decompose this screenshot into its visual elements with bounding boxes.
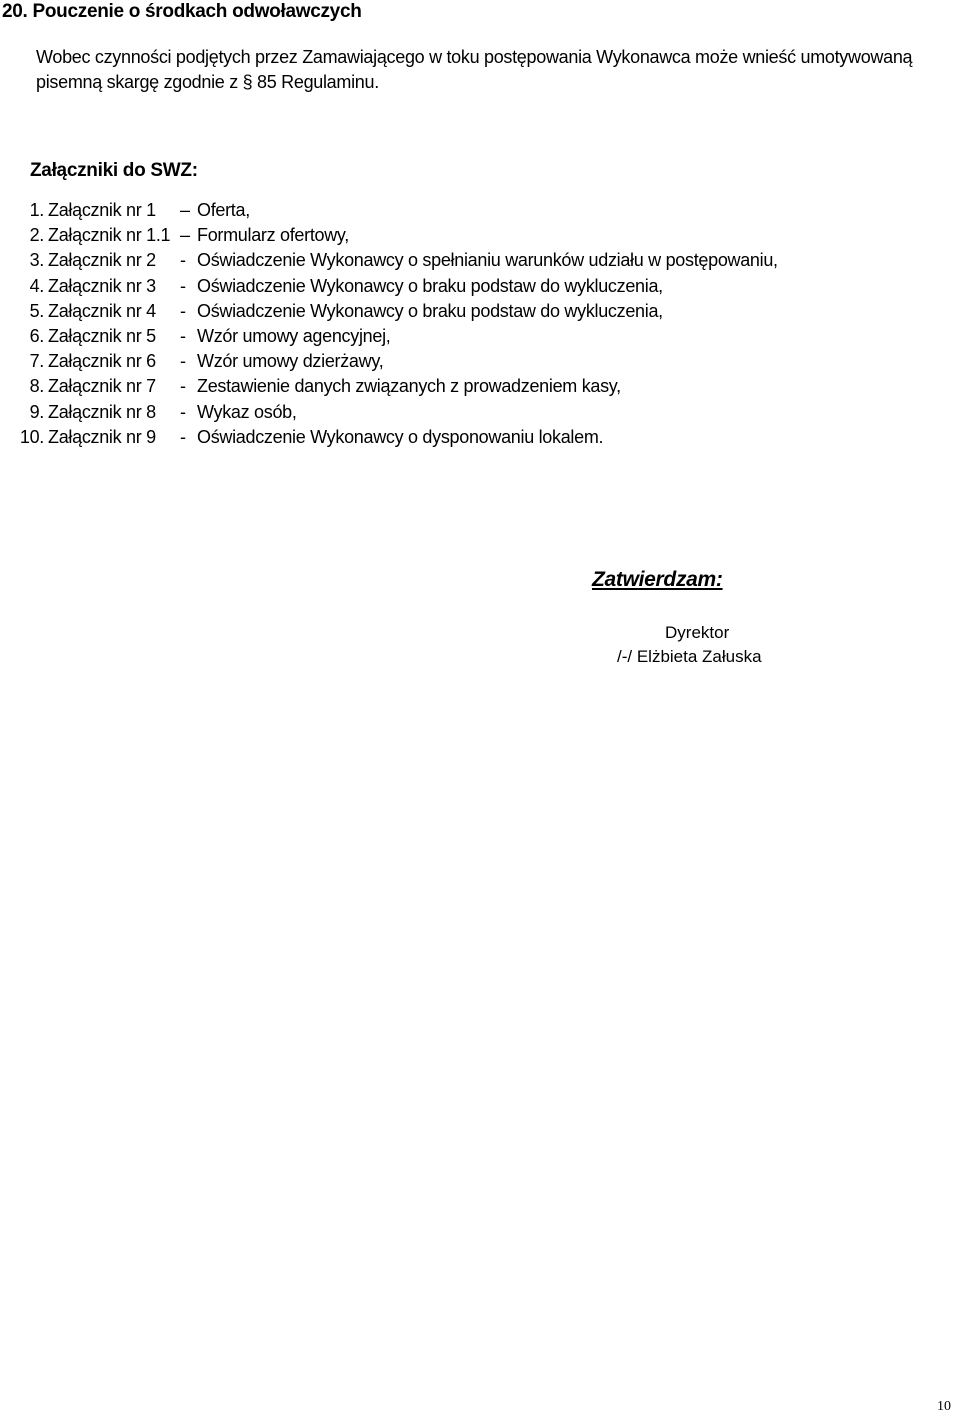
item-dash: - xyxy=(180,376,186,397)
item-dash: - xyxy=(180,275,186,296)
item-number: 2. xyxy=(29,225,44,246)
item-number: 6. xyxy=(29,325,44,346)
attachment-name: Załącznik nr 4 xyxy=(48,300,156,321)
attachment-name: Załącznik nr 2 xyxy=(48,250,156,271)
item-number: 9. xyxy=(29,401,44,422)
list-item xyxy=(0,223,940,248)
item-dash: – xyxy=(180,200,190,220)
attachment-name: Załącznik nr 5 xyxy=(48,325,156,346)
attachment-description: Oświadczenie Wykonawcy o braku podstaw do wykluczenia, xyxy=(197,300,663,321)
attachments-heading: Załączniki do SWZ: xyxy=(30,160,198,181)
attachment-description: Formularz ofertowy, xyxy=(197,225,350,246)
attachment-description: Zestawienie danych związanych z prowadzeniem kasy, xyxy=(197,376,621,397)
item-number: 4. xyxy=(29,275,44,296)
attachment-name: Załącznik nr 6 xyxy=(48,351,156,372)
attachment-description: Oświadczenie Wykonawcy o dysponowaniu lokalem. xyxy=(197,426,604,447)
item-number: 1. xyxy=(29,200,44,220)
list-item xyxy=(0,400,940,425)
item-number: 5. xyxy=(29,300,44,321)
list-item xyxy=(0,374,940,399)
approval-label: Zatwierdzam: xyxy=(592,568,723,591)
attachment-name: Załącznik nr 1.1 xyxy=(48,225,171,246)
list-item xyxy=(0,274,940,299)
intro-paragraph xyxy=(36,45,960,95)
list-item xyxy=(0,349,940,374)
attachment-name: Załącznik nr 7 xyxy=(48,376,156,397)
item-dash: - xyxy=(180,426,186,447)
item-dash: - xyxy=(180,250,186,271)
signature-name: /-/ Elżbieta Załuska xyxy=(617,647,762,666)
item-number: 10. xyxy=(19,426,44,447)
intro-line-2: pisemną skargę zgodnie z § 85 Regulaminu. xyxy=(36,72,379,92)
page-number: 10 xyxy=(937,1399,951,1414)
attachment-description: Oferta, xyxy=(197,200,250,220)
list-item xyxy=(0,299,940,324)
intro-line-1: Wobec czynności podjętych przez Zamawiającego w toku postępowania Wykonawca może wnieść umotywowaną xyxy=(36,47,913,67)
attachment-name: Załącznik nr 9 xyxy=(48,426,156,447)
item-dash: - xyxy=(180,351,186,372)
attachment-list xyxy=(0,198,940,450)
attachment-name: Załącznik nr 3 xyxy=(48,275,156,296)
item-dash: - xyxy=(180,300,186,321)
item-number: 7. xyxy=(29,351,44,372)
attachment-description: Oświadczenie Wykonawcy o braku podstaw do wykluczenia, xyxy=(197,275,663,296)
attachment-description: Oświadczenie Wykonawcy o spełnianiu warunków udziału w postępowaniu, xyxy=(197,250,778,271)
list-item xyxy=(0,425,940,450)
attachment-description: Wzór umowy dzierżawy, xyxy=(197,351,384,372)
signature-title: Dyrektor xyxy=(665,623,730,642)
item-dash: - xyxy=(180,325,186,346)
list-item xyxy=(0,198,940,223)
item-number: 3. xyxy=(29,250,44,271)
list-item xyxy=(0,324,940,349)
section-heading: 20. Pouczenie o środkach odwoławczych xyxy=(2,1,362,22)
attachment-name: Załącznik nr 8 xyxy=(48,401,156,422)
attachment-description: Wzór umowy agencyjnej, xyxy=(197,325,391,346)
list-item xyxy=(0,248,940,273)
attachment-name: Załącznik nr 1 xyxy=(48,200,156,220)
item-dash: - xyxy=(180,401,186,422)
attachment-description: Wykaz osób, xyxy=(197,401,297,422)
item-dash: – xyxy=(180,225,190,246)
item-number: 8. xyxy=(29,376,44,397)
